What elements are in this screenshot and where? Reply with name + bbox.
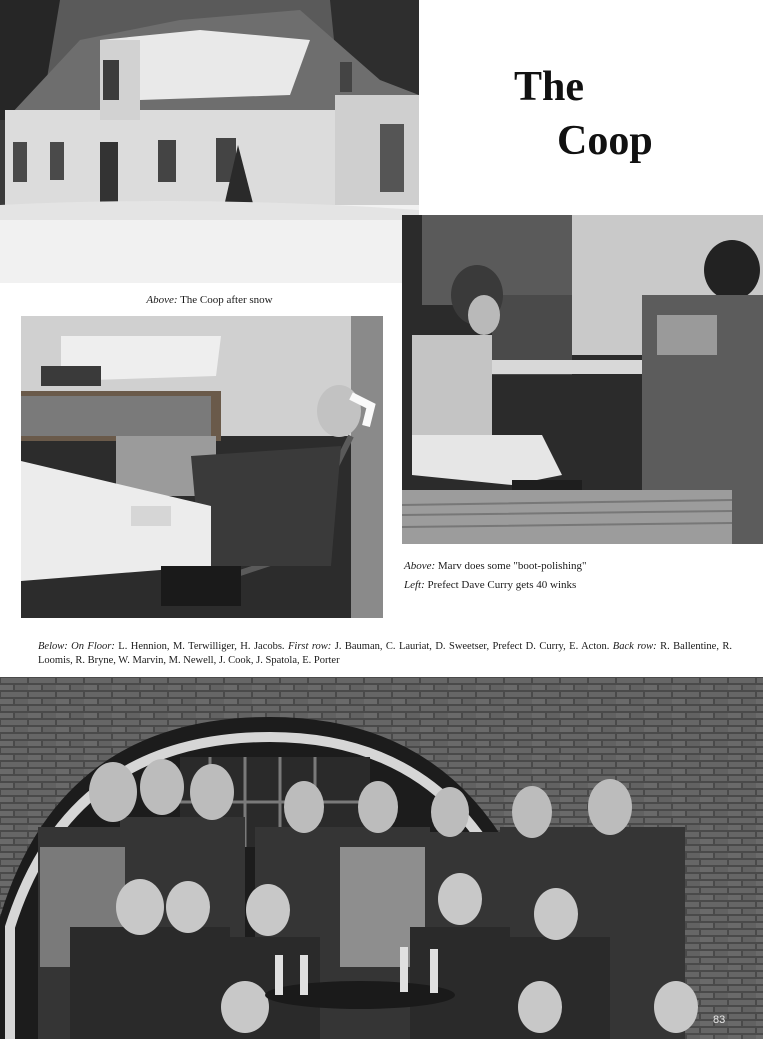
page-title-line-1: The	[514, 64, 585, 110]
caption-coop-after-snow	[0, 293, 419, 307]
caption-lead: Above:	[404, 560, 436, 572]
photo-group-portrait	[0, 677, 763, 1039]
caption-boot-polishing	[404, 559, 587, 573]
caption-lead-back-row: Back row:	[612, 641, 657, 652]
photo-boot-polishing	[402, 215, 763, 544]
caption-lead-first-row: First row:	[288, 641, 332, 652]
caption-text: Prefect Dave Curry gets 40 winks	[424, 579, 577, 591]
caption-lead: Above:	[146, 294, 178, 306]
page-title-line-2: Coop	[557, 118, 653, 164]
caption-lead: Left:	[404, 579, 425, 591]
caption-group-photo	[38, 640, 732, 668]
caption-text: The Coop after snow	[177, 294, 273, 306]
photo-prefect-winks	[21, 316, 383, 618]
caption-text: Marv does some "boot-polishing"	[435, 560, 587, 572]
caption-names-back-row: R. Ballentine, R. Loomis, R. Bryne, W. Marvin, M. Newell, J. Cook, J. Spatola, E. Porter	[38, 641, 732, 666]
caption-prefect-winks	[404, 578, 576, 592]
caption-lead-floor: Below: On Floor:	[38, 641, 115, 652]
photo-coop-after-snow	[0, 0, 419, 283]
page-number: 83	[713, 1014, 726, 1026]
caption-names-first-row: J. Bauman, C. Lauriat, D. Sweetser, Prefect D. Curry, E. Acton.	[331, 641, 613, 652]
caption-names-floor: L. Hennion, M. Terwilliger, H. Jacobs.	[114, 641, 288, 652]
